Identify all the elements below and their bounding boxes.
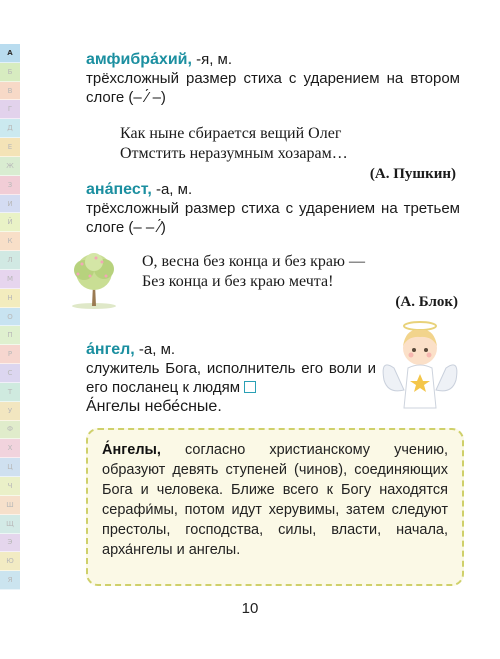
alphabet-letter: И bbox=[0, 195, 20, 214]
alphabet-index-strip bbox=[0, 44, 20, 590]
example: А́нгелы небе́сные. bbox=[86, 398, 222, 415]
alphabet-letter: В bbox=[0, 82, 20, 101]
alphabet-letter: Т bbox=[0, 383, 20, 402]
alphabet-letter: Ч bbox=[0, 477, 20, 496]
alphabet-letter: Щ bbox=[0, 515, 20, 534]
quote-line: О, весна без конца и без краю — bbox=[142, 253, 365, 270]
alphabet-letter: Г bbox=[0, 100, 20, 119]
entry-anapest bbox=[86, 180, 460, 237]
alphabet-letter: А bbox=[0, 44, 20, 63]
alphabet-letter: Р bbox=[0, 345, 20, 364]
quote-line: Отмстить неразумным хозарам… bbox=[120, 145, 348, 162]
alphabet-letter: М bbox=[0, 270, 20, 289]
definition: трёхсложный размер стиха с ударением на третьем слоге (– – ⁄́) bbox=[86, 200, 460, 236]
alphabet-letter: К bbox=[0, 232, 20, 251]
grammar-note: -я, м. bbox=[191, 51, 233, 68]
headword: амфибра́хий, bbox=[86, 51, 192, 68]
note-box-angels bbox=[86, 428, 464, 586]
page-number: 10 bbox=[241, 600, 259, 617]
quote-blok bbox=[142, 252, 458, 312]
grammar-note: -а, м. bbox=[151, 181, 193, 198]
quote-author: (А. Блок) bbox=[395, 294, 458, 310]
alphabet-letter: Я bbox=[0, 571, 20, 590]
alphabet-letter: Ж bbox=[0, 157, 20, 176]
grammar-note: -а, м. bbox=[134, 341, 176, 358]
alphabet-letter: Ц bbox=[0, 458, 20, 477]
quote-line: Без конца и без краю мечта! bbox=[142, 273, 334, 290]
alphabet-letter: П bbox=[0, 326, 20, 345]
alphabet-letter: Л bbox=[0, 251, 20, 270]
definition: трёхсложный размер стиха с ударением на втором слоге (– ⁄́ –) bbox=[86, 70, 460, 106]
quote-pushkin bbox=[120, 124, 456, 184]
alphabet-letter: Ш bbox=[0, 496, 20, 515]
alphabet-letter: Д bbox=[0, 119, 20, 138]
alphabet-letter: Х bbox=[0, 439, 20, 458]
alphabet-letter: С bbox=[0, 364, 20, 383]
alphabet-letter: Э bbox=[0, 534, 20, 553]
alphabet-letter: Б bbox=[0, 63, 20, 82]
note-text: согласно христианскому учению, образуют девять ступеней (чинов), соединяющих Бога и человека. Ближе всего к Богу находятся серафи́мы, потом идут херувимы, затем следуют престолы, господства, силы, власти, начала, арха́нгелы и ангелы. bbox=[102, 442, 448, 558]
alphabet-letter: Н bbox=[0, 289, 20, 308]
entry-angel bbox=[86, 340, 376, 416]
alphabet-letter: Е bbox=[0, 138, 20, 157]
quote-author: (А. Пушкин) bbox=[369, 166, 456, 182]
alphabet-letter: О bbox=[0, 308, 20, 327]
definition: служитель Бога, исполнитель его воли и его посланец к людям bbox=[86, 360, 376, 396]
alphabet-letter: Ф bbox=[0, 421, 20, 440]
alphabet-letter: У bbox=[0, 402, 20, 421]
headword: ана́пест, bbox=[86, 181, 152, 198]
note-lead: А́нгелы, bbox=[102, 442, 161, 458]
alphabet-letter: Й bbox=[0, 213, 20, 232]
example-marker-icon bbox=[244, 381, 256, 393]
entry-amphibrach bbox=[86, 50, 460, 107]
headword: а́нгел, bbox=[86, 341, 135, 358]
angel-illustration bbox=[380, 318, 460, 418]
tree-illustration bbox=[64, 250, 124, 310]
quote-line: Как ныне сбирается вещий Олег bbox=[120, 125, 342, 142]
alphabet-letter: Ю bbox=[0, 552, 20, 571]
alphabet-letter: З bbox=[0, 176, 20, 195]
